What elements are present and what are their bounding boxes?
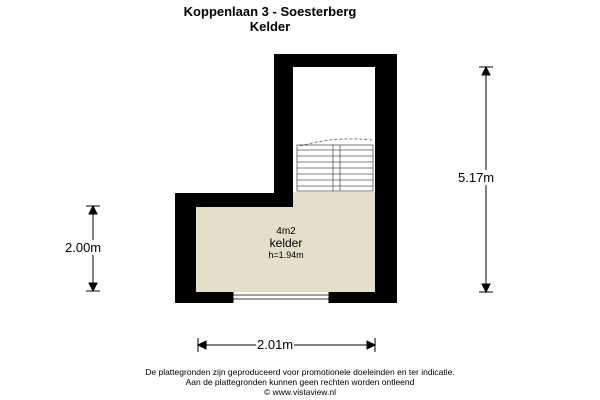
- room-name: kelder: [269, 236, 303, 250]
- copyright: © www.vistaview.nl: [264, 387, 336, 397]
- dimension-label-left: 2.00m: [65, 240, 102, 255]
- dimension-label-bottom: 2.01m: [257, 337, 294, 352]
- staircase: [297, 145, 373, 191]
- disclaimer-line-1: De plattegronden zijn geproduceerd voor promotionele doeleinden en ter indicatie.: [145, 367, 455, 377]
- room-area: 4m2: [276, 226, 296, 237]
- window: [233, 292, 329, 303]
- plan-title: Koppenlaan 3 - Soesterberg: [183, 4, 357, 19]
- disclaimer-line-2: Aan de plattegronden kunnen geen rechten worden ontleend: [185, 377, 415, 387]
- room-height: h=1.94m: [268, 250, 304, 260]
- dimension-label-right: 5.17m: [458, 170, 495, 185]
- floor-name: Kelder: [249, 19, 291, 34]
